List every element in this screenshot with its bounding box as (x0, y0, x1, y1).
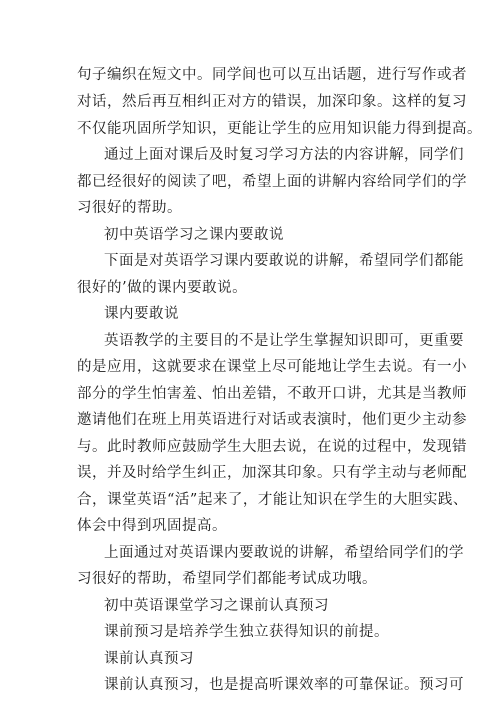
section-heading: 课前认真预习 (104, 651, 194, 667)
paragraph-line: 习很好的帮助，希望同学们都能考试成功哦。 (77, 571, 377, 587)
section-heading: 课内要敢说 (104, 306, 179, 322)
paragraph-line: 上面通过对英语课内要敢说的讲解，希望给同学们的学 (104, 545, 464, 561)
paragraph-line: 不仅能巩固所学知识，更能让学生的应用知识能力得到提高。 (77, 121, 482, 137)
paragraph-line: 下面是对英语学习课内要敢说的讲解，希望同学们都能 (104, 253, 464, 269)
paragraph-line: 课前认真预习，也是提高听课效率的可靠保证。预习可 (104, 677, 464, 693)
paragraph-line: 很好的’做的课内要敢说。 (77, 280, 248, 296)
paragraph-line: 的是应用，这就要求在课堂上尽可能地让学生去说。有一小 (77, 359, 467, 375)
paragraph-line: 都已经很好的阅读了吧，希望上面的讲解内容给同学们的学 (77, 174, 467, 190)
paragraph-line: 课前预习是培养学生独立获得知识的前提。 (104, 624, 389, 640)
paragraph-line: 英语教学的主要目的不是让学生掌握知识即可，更重要 (104, 333, 464, 349)
paragraph-line: 通过上面对课后及时复习学习方法的内容讲解，同学们 (104, 147, 464, 163)
paragraph-line: 习很好的帮助。 (77, 200, 182, 216)
paragraph-line: 句子编织在短文中。同学间也可以互出话题，进行写作或者 (77, 67, 467, 83)
paragraph-line: 误，并及时给学生纠正，加深其印象。只有学主动与老师配 (77, 465, 467, 481)
paragraph-line: 与。此时教师应鼓励学生大胆去说，在说的过程中，发现错 (77, 439, 467, 455)
paragraph-line: 对话，然后再互相纠正对方的错误，加深印象。这样的复习 (77, 94, 467, 110)
paragraph-line: 部分的学生怕害羞、怕出差错，不敢开口讲，尤其是当教师 (77, 386, 467, 402)
paragraph-line: 邀请他们在班上用英语进行对话或表演时，他们更少主动参 (77, 412, 467, 428)
section-heading: 初中英语课堂学习之课前认真预习 (104, 598, 329, 614)
section-heading: 初中英语学习之课内要敢说 (104, 227, 284, 243)
paragraph-line: 体会中得到巩固提高。 (77, 518, 227, 534)
paragraph-line: 合，课堂英语“活”起来了，才能让知识在学生的大胆实践、 (77, 492, 468, 508)
